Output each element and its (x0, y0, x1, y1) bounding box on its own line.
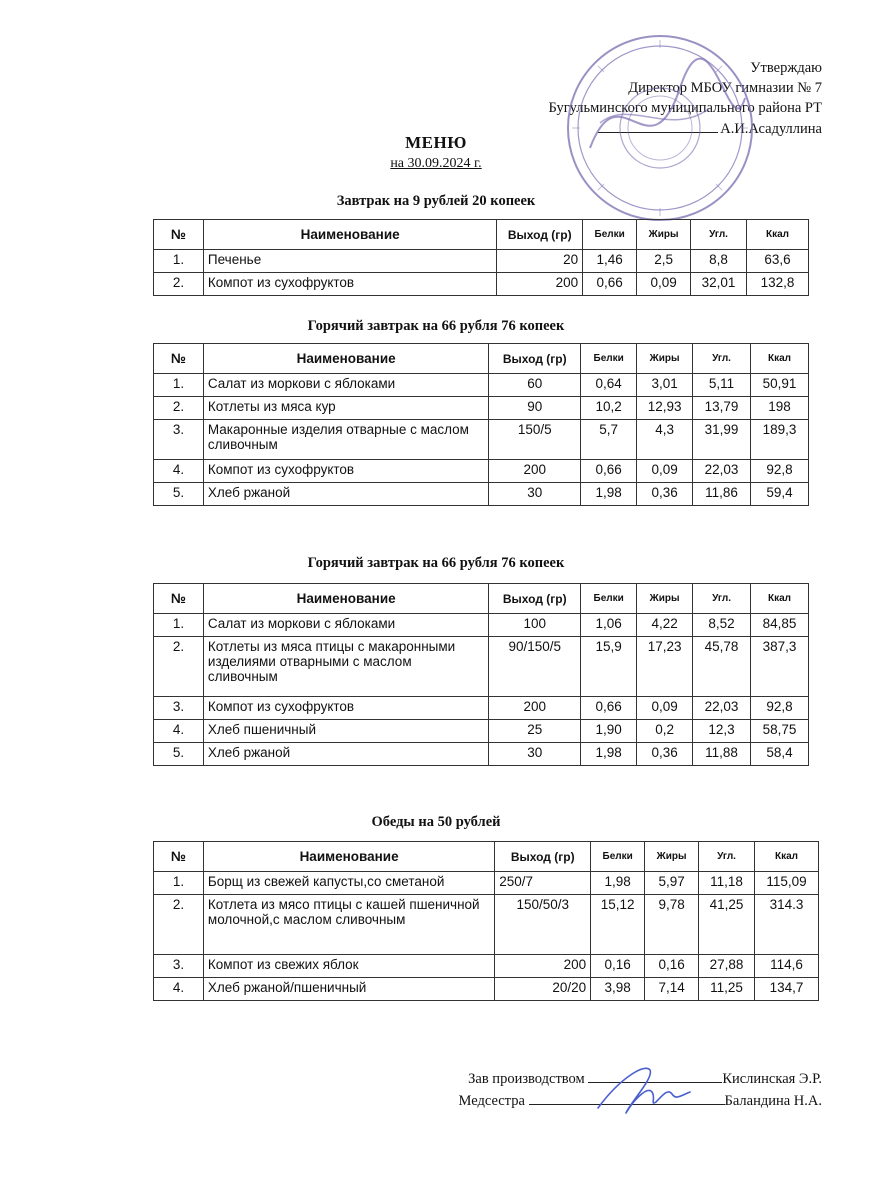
row-kcal: 189,3 (751, 420, 809, 460)
row-protein: 10,2 (581, 397, 637, 420)
row-kcal: 59,4 (751, 483, 809, 506)
row-fat: 4,3 (637, 420, 693, 460)
row-carbs: 8,52 (693, 614, 751, 637)
row-protein: 1,90 (581, 720, 637, 743)
row-kcal: 114,6 (755, 955, 819, 978)
row-protein: 1,98 (581, 743, 637, 766)
row-kcal: 50,91 (751, 374, 809, 397)
row-protein: 3,98 (591, 978, 645, 1001)
row-carbs: 32,01 (691, 273, 747, 296)
row-fat: 0,36 (637, 743, 693, 766)
row-output: 200 (489, 460, 581, 483)
row-num: 1. (154, 250, 204, 273)
header-output: Выход (гр) (489, 584, 581, 614)
row-carbs: 13,79 (693, 397, 751, 420)
row-num: 3. (154, 420, 204, 460)
row-name: Хлеб ржаной/пшеничный (203, 978, 494, 1001)
header-kcal: Ккал (747, 220, 809, 250)
table-row (154, 397, 809, 420)
row-protein: 15,9 (581, 637, 637, 697)
row-num: 3. (154, 697, 204, 720)
header-carbs: Угл. (699, 842, 755, 872)
approval-line-1: Утверждаю (750, 60, 822, 76)
page-title: МЕНЮ (405, 133, 467, 152)
handwritten-signature-icon (590, 1058, 700, 1118)
row-protein: 0,66 (581, 697, 637, 720)
table-row (154, 978, 819, 1001)
header-kcal: Ккал (755, 842, 819, 872)
row-kcal: 84,85 (751, 614, 809, 637)
header-kcal: Ккал (751, 344, 809, 374)
row-output: 90/150/5 (489, 637, 581, 697)
row-name: Котлета из мясо птицы с кашей пшеничной молочной,с маслом сливочным (203, 895, 494, 955)
menu-table-breakfast (153, 219, 809, 296)
row-num: 4. (154, 460, 204, 483)
row-carbs: 41,25 (699, 895, 755, 955)
row-fat: 12,93 (637, 397, 693, 420)
header-output: Выход (гр) (495, 842, 591, 872)
row-name: Хлеб ржаной (203, 743, 488, 766)
table-row (154, 743, 809, 766)
row-output: 150/50/3 (495, 895, 591, 955)
nurse-name: Баландина Н.А. (724, 1093, 822, 1109)
row-kcal: 58,75 (751, 720, 809, 743)
section-title-hot-breakfast-1: Горячий завтрак на 66 рубля 76 копеек (307, 318, 565, 334)
row-name: Макаронные изделия отварные с маслом сливочным (203, 420, 488, 460)
row-kcal: 115,09 (755, 872, 819, 895)
header-name: Наименование (203, 220, 496, 250)
approval-line-2: Директор МБОУ гимназии № 7 (628, 80, 822, 96)
row-kcal: 134,7 (755, 978, 819, 1001)
row-carbs: 11,88 (693, 743, 751, 766)
row-output: 200 (489, 697, 581, 720)
row-name: Компот из свежих яблок (203, 955, 494, 978)
header-name: Наименование (203, 584, 488, 614)
row-protein: 15,12 (591, 895, 645, 955)
row-output: 200 (495, 955, 591, 978)
row-output: 30 (489, 483, 581, 506)
row-fat: 17,23 (637, 637, 693, 697)
row-output: 90 (489, 397, 581, 420)
row-carbs: 11,86 (693, 483, 751, 506)
header-name: Наименование (203, 842, 494, 872)
row-name: Котлеты из мяса кур (203, 397, 488, 420)
production-name: Кислинская Э.Р. (722, 1071, 822, 1087)
table-row (154, 614, 809, 637)
row-num: 4. (154, 720, 204, 743)
row-output: 20/20 (495, 978, 591, 1001)
table-row (154, 483, 809, 506)
header-protein: Белки (581, 584, 637, 614)
row-carbs: 5,11 (693, 374, 751, 397)
row-name: Хлеб ржаной (203, 483, 488, 506)
header-fat: Жиры (645, 842, 699, 872)
row-kcal: 63,6 (747, 250, 809, 273)
row-carbs: 45,78 (693, 637, 751, 697)
row-num: 2. (154, 273, 204, 296)
row-name: Хлеб пшеничный (203, 720, 488, 743)
row-kcal: 132,8 (747, 273, 809, 296)
header-kcal: Ккал (751, 584, 809, 614)
row-num: 2. (154, 895, 204, 955)
table-row (154, 720, 809, 743)
row-kcal: 92,8 (751, 697, 809, 720)
row-carbs: 31,99 (693, 420, 751, 460)
header-num: № (154, 344, 204, 374)
header-fat: Жиры (637, 344, 693, 374)
row-protein: 1,98 (591, 872, 645, 895)
row-name: Печенье (203, 250, 496, 273)
row-protein: 0,16 (591, 955, 645, 978)
row-name: Салат из моркови с яблоками (203, 614, 488, 637)
row-name: Борщ из свежей капусты,со сметаной (203, 872, 494, 895)
table-row (154, 637, 809, 697)
row-num: 1. (154, 374, 204, 397)
menu-date: на 30.09.2024 г. (390, 156, 482, 171)
row-fat: 2,5 (637, 250, 691, 273)
row-protein: 5,7 (581, 420, 637, 460)
row-output: 250/7 (495, 872, 591, 895)
row-fat: 0,2 (637, 720, 693, 743)
row-output: 150/5 (489, 420, 581, 460)
row-output: 100 (489, 614, 581, 637)
row-num: 1. (154, 872, 204, 895)
header-fat: Жиры (637, 584, 693, 614)
table-row (154, 460, 809, 483)
header-num: № (154, 220, 204, 250)
row-output: 20 (497, 250, 583, 273)
row-kcal: 387,3 (751, 637, 809, 697)
header-num: № (154, 842, 204, 872)
row-fat: 3,01 (637, 374, 693, 397)
approval-line-3: Бугульминского муниципального района РТ (548, 100, 822, 116)
production-role: Зав производством (468, 1071, 585, 1087)
row-fat: 0,36 (637, 483, 693, 506)
row-fat: 0,09 (637, 273, 691, 296)
row-protein: 0,66 (581, 460, 637, 483)
row-carbs: 11,25 (699, 978, 755, 1001)
table-row (154, 697, 809, 720)
row-fat: 0,16 (645, 955, 699, 978)
header-carbs: Угл. (691, 220, 747, 250)
row-name: Котлеты из мяса птицы с макаронными изделиями отварными с маслом сливочным (203, 637, 488, 697)
row-fat: 7,14 (645, 978, 699, 1001)
row-output: 30 (489, 743, 581, 766)
row-fat: 0,09 (637, 460, 693, 483)
section-title-breakfast: Завтрак на 9 рублей 20 копеек (336, 193, 536, 209)
table-row (154, 273, 809, 296)
row-kcal: 198 (751, 397, 809, 420)
row-name: Компот из сухофруктов (203, 697, 488, 720)
row-num: 1. (154, 614, 204, 637)
header-name: Наименование (203, 344, 488, 374)
row-carbs: 22,03 (693, 697, 751, 720)
table-row (154, 420, 809, 460)
row-kcal: 314.3 (755, 895, 819, 955)
row-num: 2. (154, 637, 204, 697)
header-protein: Белки (591, 842, 645, 872)
header-output: Выход (гр) (497, 220, 583, 250)
menu-table-hot-breakfast-1 (153, 343, 809, 506)
row-fat: 0,09 (637, 697, 693, 720)
header-protein: Белки (583, 220, 637, 250)
table-row (154, 955, 819, 978)
nurse-role: Медсестра (458, 1093, 525, 1109)
header-protein: Белки (581, 344, 637, 374)
header-num: № (154, 584, 204, 614)
section-title-hot-breakfast-2: Горячий завтрак на 66 рубля 76 копеек (307, 555, 565, 571)
row-output: 200 (497, 273, 583, 296)
header-carbs: Угл. (693, 584, 751, 614)
header-fat: Жиры (637, 220, 691, 250)
menu-table-lunch (153, 841, 819, 1001)
row-protein: 1,06 (581, 614, 637, 637)
table-row (154, 895, 819, 955)
row-output: 60 (489, 374, 581, 397)
row-carbs: 27,88 (699, 955, 755, 978)
approval-signer: А.И.Асадуллина (720, 121, 822, 137)
row-carbs: 12,3 (693, 720, 751, 743)
row-fat: 4,22 (637, 614, 693, 637)
table-row (154, 872, 819, 895)
row-name: Компот из сухофруктов (203, 460, 488, 483)
menu-table-hot-breakfast-2 (153, 583, 809, 766)
header-carbs: Угл. (693, 344, 751, 374)
section-title-lunch: Обеды на 50 рублей (371, 814, 501, 830)
row-num: 3. (154, 955, 204, 978)
row-num: 4. (154, 978, 204, 1001)
row-fat: 9,78 (645, 895, 699, 955)
row-kcal: 58,4 (751, 743, 809, 766)
row-name: Салат из моркови с яблоками (203, 374, 488, 397)
row-carbs: 8,8 (691, 250, 747, 273)
row-carbs: 22,03 (693, 460, 751, 483)
row-num: 2. (154, 397, 204, 420)
row-num: 5. (154, 483, 204, 506)
row-protein: 1,98 (581, 483, 637, 506)
table-row (154, 250, 809, 273)
row-num: 5. (154, 743, 204, 766)
row-fat: 5,97 (645, 872, 699, 895)
table-row (154, 374, 809, 397)
row-name: Компот из сухофруктов (203, 273, 496, 296)
row-protein: 0,64 (581, 374, 637, 397)
row-kcal: 92,8 (751, 460, 809, 483)
row-protein: 1,46 (583, 250, 637, 273)
row-protein: 0,66 (583, 273, 637, 296)
header-output: Выход (гр) (489, 344, 581, 374)
row-output: 25 (489, 720, 581, 743)
row-carbs: 11,18 (699, 872, 755, 895)
